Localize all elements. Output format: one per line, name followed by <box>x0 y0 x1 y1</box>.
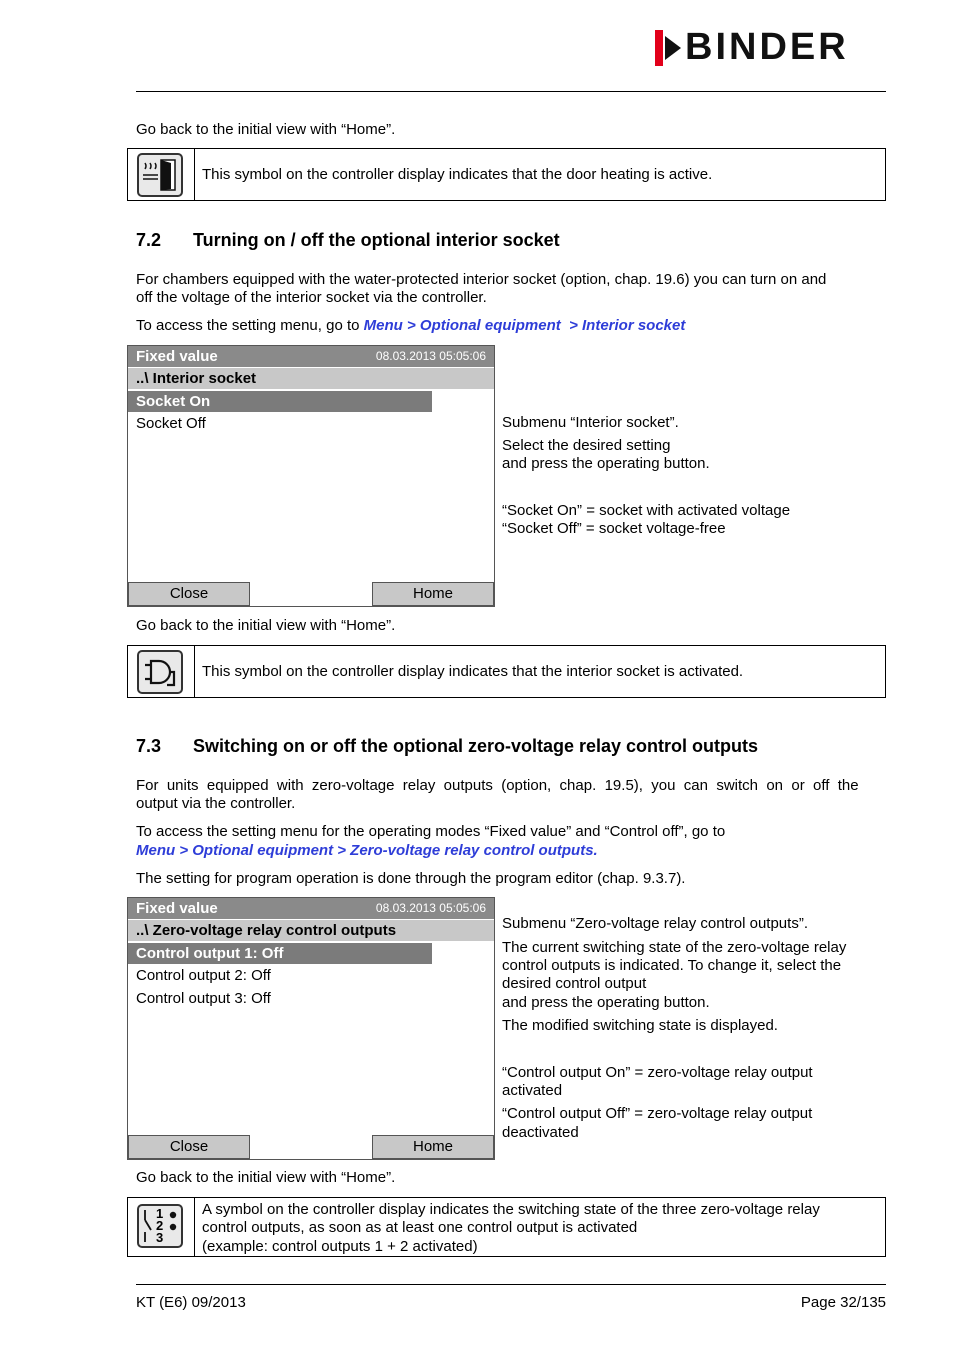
close-button[interactable]: Close <box>128 582 250 606</box>
close-button[interactable]: Close <box>128 1135 250 1159</box>
relay-side-text-2: The current switching state of the zero-voltage relay <box>502 939 847 956</box>
symbol-icon-cell <box>128 1198 195 1256</box>
program-operation-text: The setting for program operation is done through the program editor (chap. 9.3.7). <box>136 870 686 887</box>
logo-text: BINDER <box>685 26 849 68</box>
relay-symbol-text-1: A symbol on the controller display indicates the switching state of the three zero-voltage relay <box>202 1201 820 1218</box>
socket-side-text-2: Select the desired setting <box>502 437 671 454</box>
section-7-3-access-line: To access the setting menu for the operating modes “Fixed value” and “Control off”, go to <box>136 823 726 840</box>
footer-page-number: Page 32/135 <box>800 1294 886 1311</box>
section-7-2-title: Turning on / off the optional interior socket <box>193 230 560 250</box>
door-heating-icon <box>137 153 183 197</box>
menu-path-relay-outputs[interactable]: Menu > Optional equipment > Zero-voltage relay control outputs. <box>136 842 598 859</box>
relay-side-text-7: “Control output On” = zero-voltage relay output <box>502 1064 813 1081</box>
socket-back-text: Go back to the initial view with “Home”. <box>136 617 396 634</box>
menu-item-control-output-3[interactable]: Control output 3: Off <box>136 990 271 1007</box>
controller-screen-relay-outputs <box>127 897 495 1160</box>
door-heating-symbol-text: This symbol on the controller display indicates that the door heating is active. <box>202 166 713 183</box>
menu-item-socket-on[interactable] <box>128 391 432 412</box>
controller-screen-interior-socket <box>127 345 495 607</box>
screen-mode-label: Fixed value <box>136 348 218 365</box>
relay-back-text: Go back to the initial view with “Home”. <box>136 1169 396 1186</box>
interior-socket-icon <box>137 650 183 694</box>
section-7-2-para-line1: For chambers equipped with the water-protected interior socket (option, chap. 19.6) you can turn on and <box>136 271 827 288</box>
socket-side-text-4: “Socket On” = socket with activated voltage <box>502 502 791 519</box>
screen-datetime: 08.03.2013 05:05:06 <box>375 901 486 915</box>
section-7-3-title: Switching on or off the optional zero-voltage relay control outputs <box>193 736 759 756</box>
relay-side-text-3: control outputs is indicated. To change it, select the <box>502 957 842 974</box>
relay-digit-2: 2 <box>156 1218 164 1233</box>
section-7-3-para-line2: output via the controller. <box>136 795 296 812</box>
binder-logo <box>655 26 887 68</box>
relay-digit-3: 3 <box>156 1230 164 1245</box>
relay-side-text-9: “Control output Off” = zero-voltage relay output <box>502 1105 813 1122</box>
logo-mark-icon <box>655 30 683 66</box>
home-button[interactable]: Home <box>372 582 494 606</box>
screen-submenu-bar <box>128 920 494 941</box>
symbol-icon-cell <box>128 646 195 697</box>
relay-side-text-1: Submenu “Zero-voltage relay control outputs”. <box>502 915 808 932</box>
socket-side-text-5: “Socket Off” = socket voltage-free <box>502 520 726 537</box>
socket-side-text-3: and press the operating button. <box>502 455 710 472</box>
socket-side-text-1: Submenu “Interior socket”. <box>502 414 679 431</box>
header-divider <box>136 91 886 92</box>
footer-divider <box>136 1284 886 1285</box>
footer-document-id: KT (E6) 09/2013 <box>136 1294 246 1311</box>
relay-side-text-10: deactivated <box>502 1124 579 1141</box>
symbol-icon-cell <box>128 149 195 200</box>
relay-side-text-8: activated <box>502 1082 563 1099</box>
access-prefix: To access the setting menu, go to <box>136 317 364 334</box>
relay-digit-1: 1 <box>156 1206 164 1221</box>
interior-socket-symbol-box <box>127 645 886 698</box>
menu-item-label: Socket On <box>136 393 211 410</box>
relay-outputs-symbol-box <box>127 1197 886 1257</box>
screen-submenu-bar <box>128 368 494 389</box>
menu-item-socket-off[interactable]: Socket Off <box>136 415 206 432</box>
menu-item-control-output-1[interactable] <box>128 943 432 964</box>
screen-title-bar <box>128 898 494 919</box>
relay-symbol-text-3: (example: control outputs 1 + 2 activated) <box>202 1238 478 1255</box>
relay-symbol-text-2: control outputs, as soon as at least one control output is activated <box>202 1219 638 1236</box>
section-7-3-number: 7.3 <box>136 736 162 756</box>
screen-title-bar <box>128 346 494 367</box>
menu-item-control-output-2[interactable]: Control output 2: Off <box>136 967 271 984</box>
door-heating-symbol-box <box>127 148 886 201</box>
intro-text: Go back to the initial view with “Home”. <box>136 121 396 138</box>
section-7-3-para-line1: For units equipped with zero-voltage relay outputs (option, chap. 19.5), you can switch on or off the <box>136 777 859 794</box>
screen-submenu-label[interactable]: ..\ Interior socket <box>136 370 257 387</box>
section-7-2-para-line2: off the voltage of the interior socket via the controller. <box>136 289 487 306</box>
section-7-2-number: 7.2 <box>136 230 162 250</box>
screen-submenu-label[interactable]: ..\ Zero-voltage relay control outputs <box>136 922 397 939</box>
relay-outputs-icon <box>137 1204 183 1248</box>
menu-path-interior-socket[interactable]: Menu > Optional equipment > Interior socket <box>363 317 686 334</box>
relay-side-text-5: and press the operating button. <box>502 994 710 1011</box>
interior-socket-symbol-text: This symbol on the controller display indicates that the interior socket is activated. <box>202 663 744 680</box>
relay-side-text-6: The modified switching state is displayed. <box>502 1017 778 1034</box>
relay-side-text-4: desired control output <box>502 975 647 992</box>
screen-mode-label: Fixed value <box>136 900 218 917</box>
home-button[interactable]: Home <box>372 1135 494 1159</box>
menu-item-label: Control output 1: Off <box>136 945 284 962</box>
section-7-2-access-line <box>136 317 685 335</box>
screen-datetime: 08.03.2013 05:05:06 <box>375 349 486 363</box>
